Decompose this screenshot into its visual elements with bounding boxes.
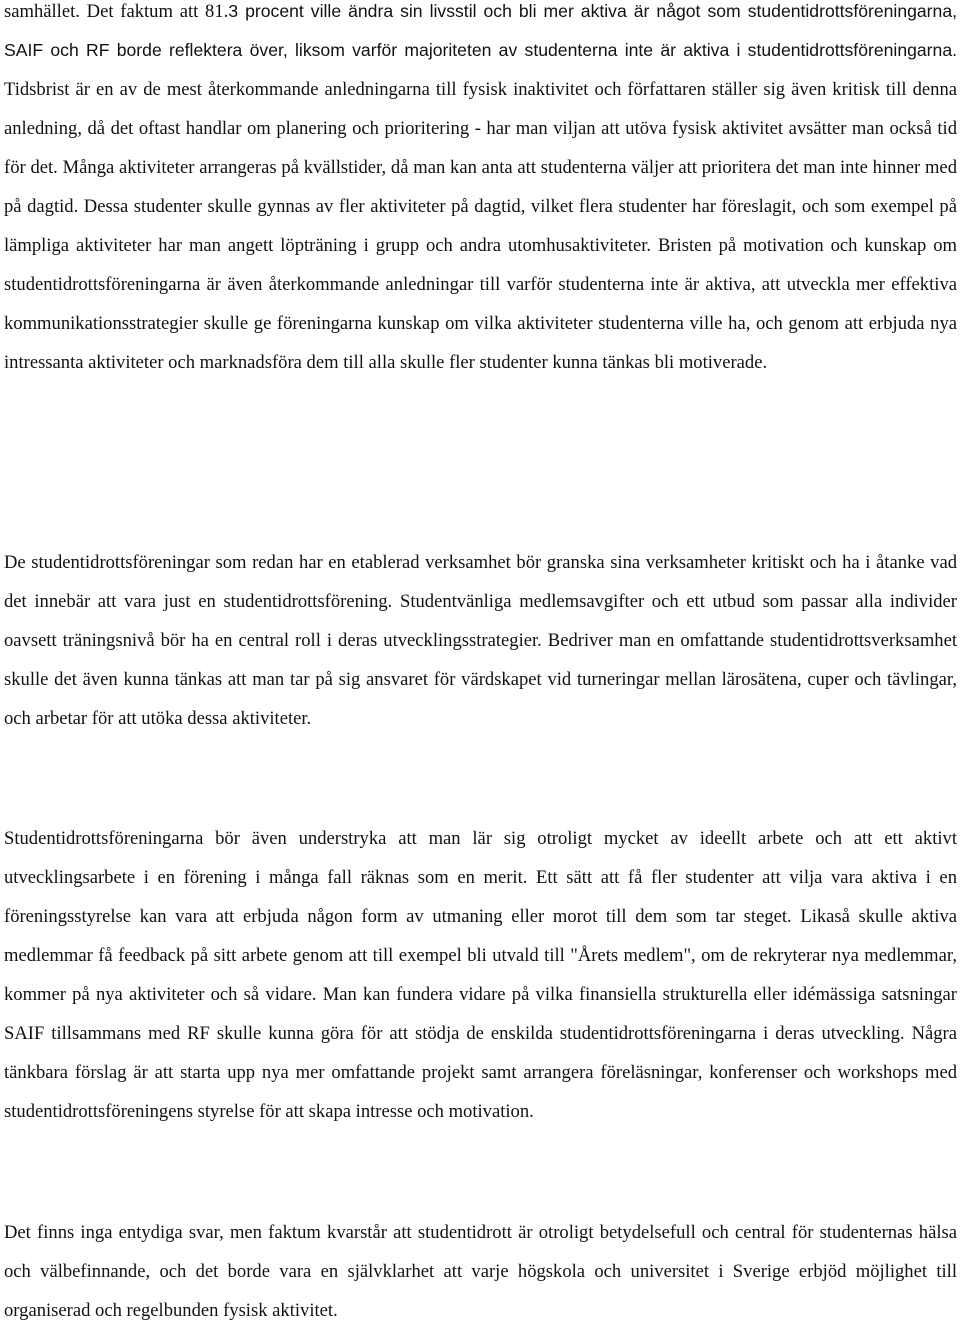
paragraph-1-segment-3: Tidsbrist är en av de mest återkommande anledningarna till fysisk inaktivitet och författaren ställer sig även kritisk till denna anledning, då det oftast handlar om planering och prioritering - har man viljan att utöva fysisk aktivitet avsätter man också tid för det. Många aktiviteter arrangeras på kvällstider, då man kan anta att studenterna väljer att prioritera det man inte hinner med på dagtid. Dessa studenter skulle gynnas av fler aktiviteter på dagtid, vilket flera studenter har föreslagit, och som exempel på lämpliga aktiviteter har man angett löpträning i grupp och andra utomhusaktiviteter. Bristen på motivation och kunskap om studentidrottsföreningarna är även återkommande anledningar till varför studenterna inte är aktiva, att utveckla mer effektiva kommunikationsstrategier skulle ge föreningarna kunskap om vilka aktiviteter studenterna ville ha, och genom att erbjuda nya intressanta aktiviteter och marknadsföra dem till alla skulle fler studenter kunna tänkas bli motiverade. bbox=[4, 79, 957, 373]
paragraph-1 bbox=[4, 0, 957, 382]
paragraph-3 bbox=[4, 819, 957, 1131]
paragraph-4 bbox=[4, 1213, 957, 1330]
paragraph-1-segment-1: samhället. Det faktum att 81. bbox=[4, 1, 229, 22]
paragraph-1-segment-2: 3 procent ville ändra sin livsstil och bli mer aktiva är något som studentidrottsföreningarna, SAIF och RF borde reflektera över, liksom varför majoriteten av studenterna inte är aktiva i studentidrottsföreningarna. bbox=[4, 1, 957, 60]
paragraph-3-text: Studentidrottsföreningarna bör även understryka att man lär sig otroligt mycket av ideellt arbete och att ett aktivt utvecklingsarbete i en förening i många fall räknas som en merit. Ett sätt att få fler studenter att vilja vara aktiva i en föreningsstyrelse kan vara att erbjuda någon form av utmaning eller morot till dem som tar steget. Likaså skulle aktiva medlemmar få feedback på sitt arbete genom att till exempel bli utvald till "Årets medlem", om de rekryterar nya medlemmar, kommer på nya aktiviteter och så vidare. Man kan fundera vidare på vilka finansiella strukturella eller idémässiga satsningar SAIF tillsammans med RF skulle kunna göra för att stödja de enskilda studentidrottsföreningarna i deras utveckling. Några tänkbara förslag är att starta upp nya mer omfattande projekt samt arrangera föreläsningar, konferenser och workshops med studentidrottsföreningens styrelse för att skapa intresse och motivation. bbox=[4, 828, 957, 1122]
paragraph-2 bbox=[4, 543, 957, 738]
paragraph-4-text: Det finns inga entydiga svar, men faktum kvarstår att studentidrott är otroligt betydelsefull och central för studenternas hälsa och välbefinnande, och det borde vara en självklarhet att varje högskola och universitet i Sverige erbjöd möjlighet till organiserad och regelbunden fysisk aktivitet. bbox=[4, 1222, 957, 1321]
paragraph-2-text: De studentidrottsföreningar som redan har en etablerad verksamhet bör granska sina verksamheter kritiskt och ha i åtanke vad det innebär att vara just en studentidrottsförening. Studentvänliga medlemsavgifter och ett utbud som passar alla individer oavsett träningsnivå bör ha en central roll i deras utvecklingsstrategier. Bedriver man en omfattande studentidrottsverksamhet skulle det även kunna tänkas att man tar på sig ansvaret för värdskapet vid turneringar mellan lärosätena, cuper och tävlingar, och arbetar för att utöka dessa aktiviteter. bbox=[4, 552, 957, 729]
